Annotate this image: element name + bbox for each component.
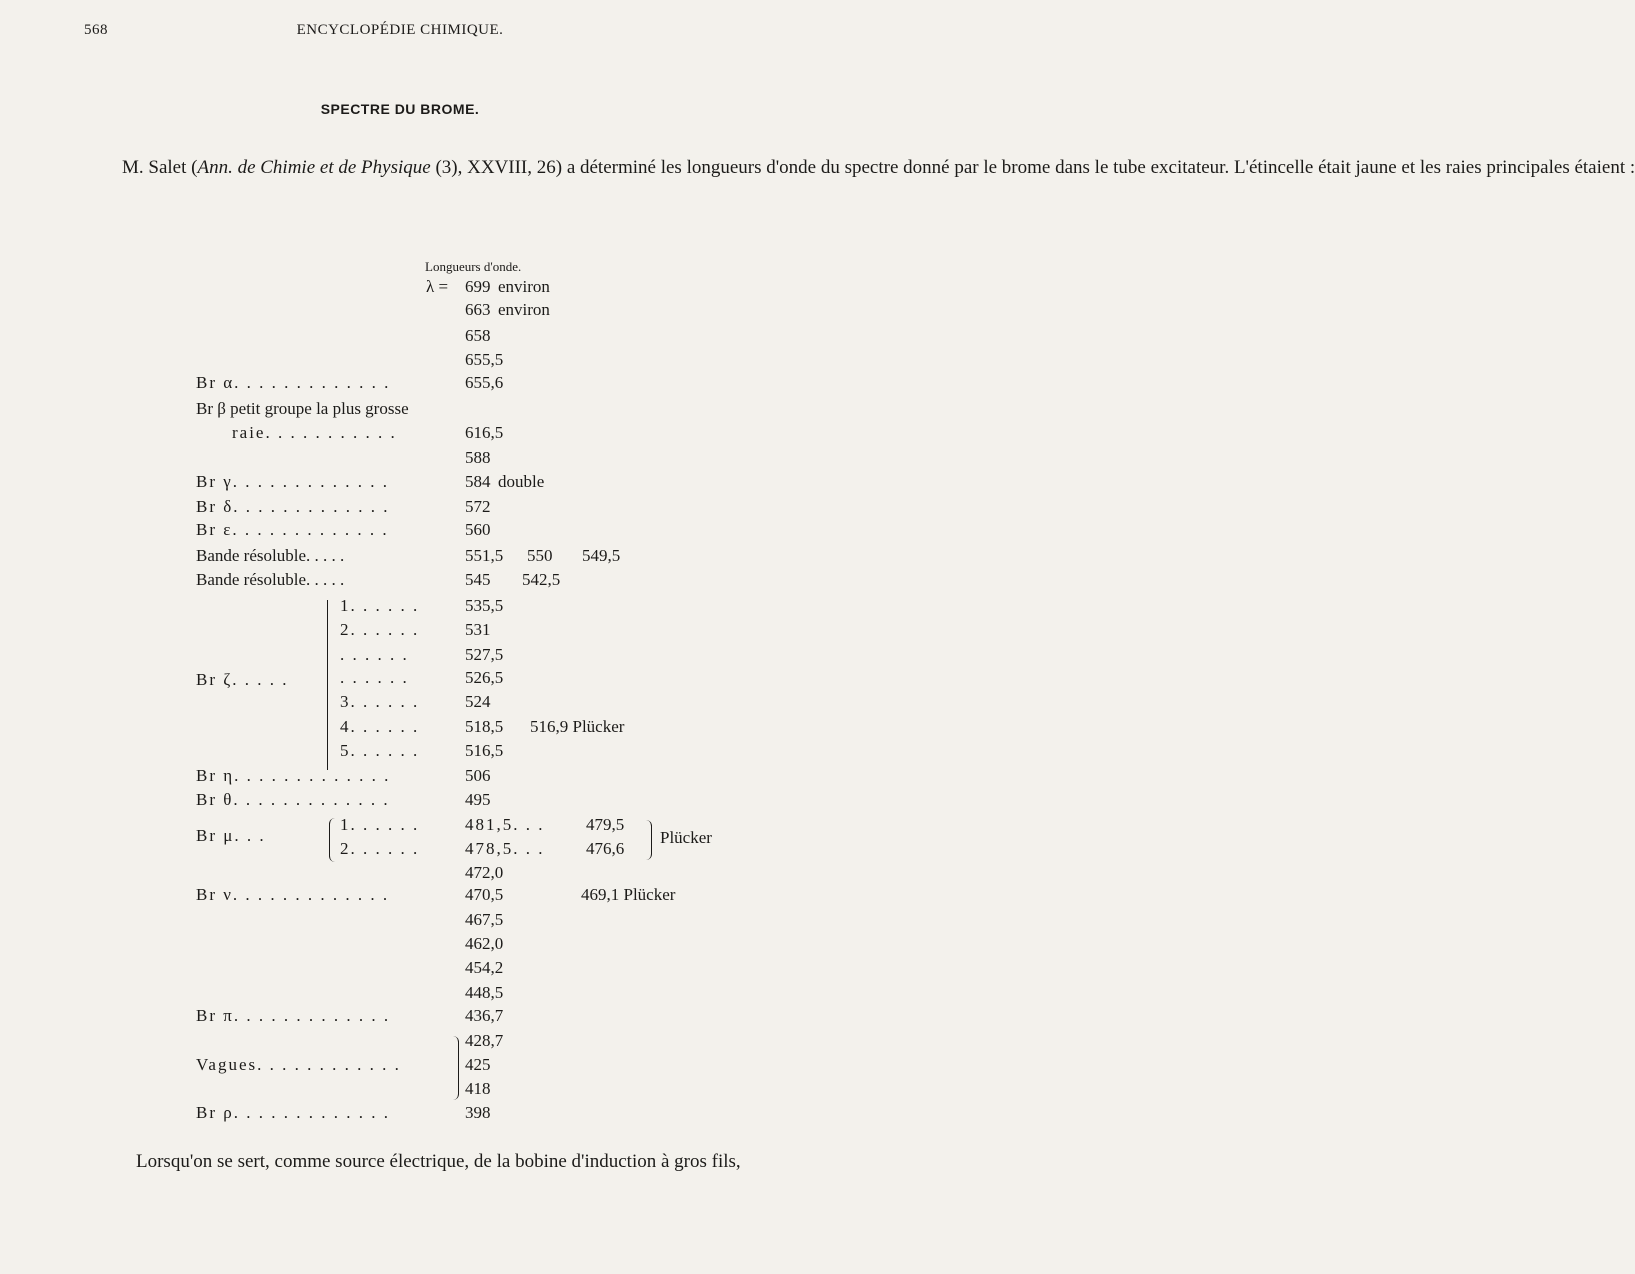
wavelength: 663 xyxy=(465,300,491,319)
table-row xyxy=(0,692,800,716)
page-number: 568 xyxy=(84,22,108,38)
wavelength: 526,5 xyxy=(465,668,504,687)
wavelength: 478,5. . . xyxy=(465,839,545,858)
table-row xyxy=(0,300,800,324)
table-row xyxy=(0,1103,800,1127)
wavelength: 655,5 xyxy=(465,350,504,369)
wavelength: 560 xyxy=(465,520,491,539)
sub-label: 2. . . . . . xyxy=(340,620,420,639)
closing-line xyxy=(86,1149,774,1175)
wavelength: 462,0 xyxy=(465,934,504,953)
table-row xyxy=(0,326,800,350)
table-row xyxy=(0,1055,800,1079)
wavelength: 418 xyxy=(465,1079,491,1098)
wavelength: 428,7 xyxy=(465,1031,504,1050)
wavelength: 531 xyxy=(465,620,491,639)
wavelength: 516,5 xyxy=(465,741,504,760)
wavelength: 545 xyxy=(465,570,491,589)
table-row xyxy=(0,596,800,620)
wavelength: 699 xyxy=(465,277,491,296)
table-row xyxy=(0,1006,800,1030)
wavelength: 518,5 xyxy=(465,717,504,736)
wavelength: 655,6 xyxy=(465,373,504,392)
sub-label: 1. . . . . . xyxy=(340,815,420,834)
wavelength: 398 xyxy=(465,1103,491,1122)
wavelength: 467,5 xyxy=(465,910,504,929)
line-label: Br μ. . . xyxy=(196,826,266,845)
table-row xyxy=(0,399,800,423)
table-row xyxy=(0,497,800,521)
table-row xyxy=(0,934,800,958)
line-label: Br β petit groupe la plus grosse xyxy=(196,399,409,418)
line-label: Br ζ. . . . . xyxy=(196,670,289,689)
line-label: Br π. . . . . . . . . . . . . xyxy=(196,1006,391,1025)
wavelength: 658 xyxy=(465,326,491,345)
table-row xyxy=(0,1031,800,1055)
table-row xyxy=(0,790,800,814)
line-label: Bande résoluble. . . . . xyxy=(196,570,345,589)
line-label: Br α. . . . . . . . . . . . . xyxy=(196,373,391,392)
wavelength-alt: 550 xyxy=(527,546,553,565)
wavelength: 454,2 xyxy=(465,958,504,977)
wavelength: 448,5 xyxy=(465,983,504,1002)
table-row xyxy=(0,448,800,472)
table-row xyxy=(0,717,800,741)
wavelength: 506 xyxy=(465,766,491,785)
table-row xyxy=(0,520,800,544)
note: double xyxy=(498,472,545,491)
line-label: raie. . . . . . . . . . . xyxy=(232,423,397,442)
wavelength: 535,5 xyxy=(465,596,504,615)
intro-citation: (3), XXVIII, 26) a déterminé les longueurs d'onde du spectre donné par le brome dans le tube excitateur. L'étincelle était jaune et les raies principales étaient : xyxy=(430,157,1635,178)
wavelength: 472,0 xyxy=(465,863,504,882)
table-row xyxy=(0,423,800,447)
wavelength: 616,5 xyxy=(465,423,504,442)
intro-paragraph xyxy=(86,155,1635,181)
wavelength: 551,5 xyxy=(465,546,504,565)
table-row xyxy=(0,983,800,1007)
sub-label: . . . . . . xyxy=(340,645,409,664)
column-header: Longueurs d'onde. xyxy=(425,259,522,274)
table-row xyxy=(0,741,800,765)
line-label: Bande résoluble. . . . . xyxy=(196,546,345,565)
note: environ xyxy=(498,300,550,319)
table-row xyxy=(0,1079,800,1103)
table-row xyxy=(0,885,800,909)
table-row xyxy=(0,472,800,496)
line-label: Br δ. . . . . . . . . . . . . xyxy=(196,497,390,516)
lambda-label: λ = xyxy=(426,277,449,296)
note: 469,1 Plücker xyxy=(581,885,676,904)
wavelength: 495 xyxy=(465,790,491,809)
wavelength: 572 xyxy=(465,497,491,516)
table-row xyxy=(0,910,800,934)
line-label: Br θ. . . . . . . . . . . . . xyxy=(196,790,390,809)
sub-label: 5. . . . . . xyxy=(340,741,420,760)
table-row xyxy=(0,863,800,887)
sub-label: 2. . . . . . xyxy=(340,839,420,858)
wavelength: 527,5 xyxy=(465,645,504,664)
wavelength-alt: 549,5 xyxy=(582,546,621,565)
table-row xyxy=(0,958,800,982)
wavelength: 436,7 xyxy=(465,1006,504,1025)
line-label: Br η. . . . . . . . . . . . . xyxy=(196,766,391,785)
wavelength: 425 xyxy=(465,1055,491,1074)
table-row xyxy=(0,620,800,644)
table-row xyxy=(0,277,800,301)
note: environ xyxy=(498,277,550,296)
sub-label: 3. . . . . . xyxy=(340,692,420,711)
table-row xyxy=(0,570,800,594)
wavelength: 470,5 xyxy=(465,885,504,904)
plucker-value: 476,6 xyxy=(586,839,625,858)
table-row xyxy=(0,546,800,570)
plucker-label-row xyxy=(0,828,800,852)
running-title: ENCYCLOPÉDIE CHIMIQUE. xyxy=(296,22,504,38)
table-row xyxy=(0,645,800,669)
note: 516,9 Plücker xyxy=(530,717,625,736)
wavelength: 584 xyxy=(465,472,491,491)
closing-text: Lorsqu'on se sert, comme source électrique, de la bobine d'induction à gros fils, xyxy=(136,1151,741,1172)
intro-lead: M. Salet ( xyxy=(122,157,198,178)
plucker-value: 479,5 xyxy=(586,815,625,834)
section-title: SPECTRE DU BROME. xyxy=(320,101,480,117)
table-row xyxy=(0,373,800,397)
sub-label: 1. . . . . . xyxy=(340,596,420,615)
wavelength: 588 xyxy=(465,448,491,467)
table-row xyxy=(0,668,800,692)
table-row xyxy=(0,766,800,790)
wavelength: 524 xyxy=(465,692,491,711)
wavelength: 481,5. . . xyxy=(465,815,545,834)
sub-label: 4. . . . . . xyxy=(340,717,420,736)
line-label: Br ν. . . . . . . . . . . . . xyxy=(196,885,390,904)
table-row xyxy=(0,350,800,374)
plucker-label: Plücker xyxy=(660,828,712,847)
journal-title: Ann. de Chimie et de Physique xyxy=(197,157,431,178)
wavelength-alt: 542,5 xyxy=(522,570,561,589)
line-label: Br ρ. . . . . . . . . . . . . xyxy=(196,1103,390,1122)
line-label: Br ε. . . . . . . . . . . . . xyxy=(196,520,389,539)
line-label: Br γ. . . . . . . . . . . . . xyxy=(196,472,390,491)
line-label: Vagues. . . . . . . . . . . . xyxy=(196,1055,401,1074)
sub-label: . . . . . . xyxy=(340,668,409,687)
